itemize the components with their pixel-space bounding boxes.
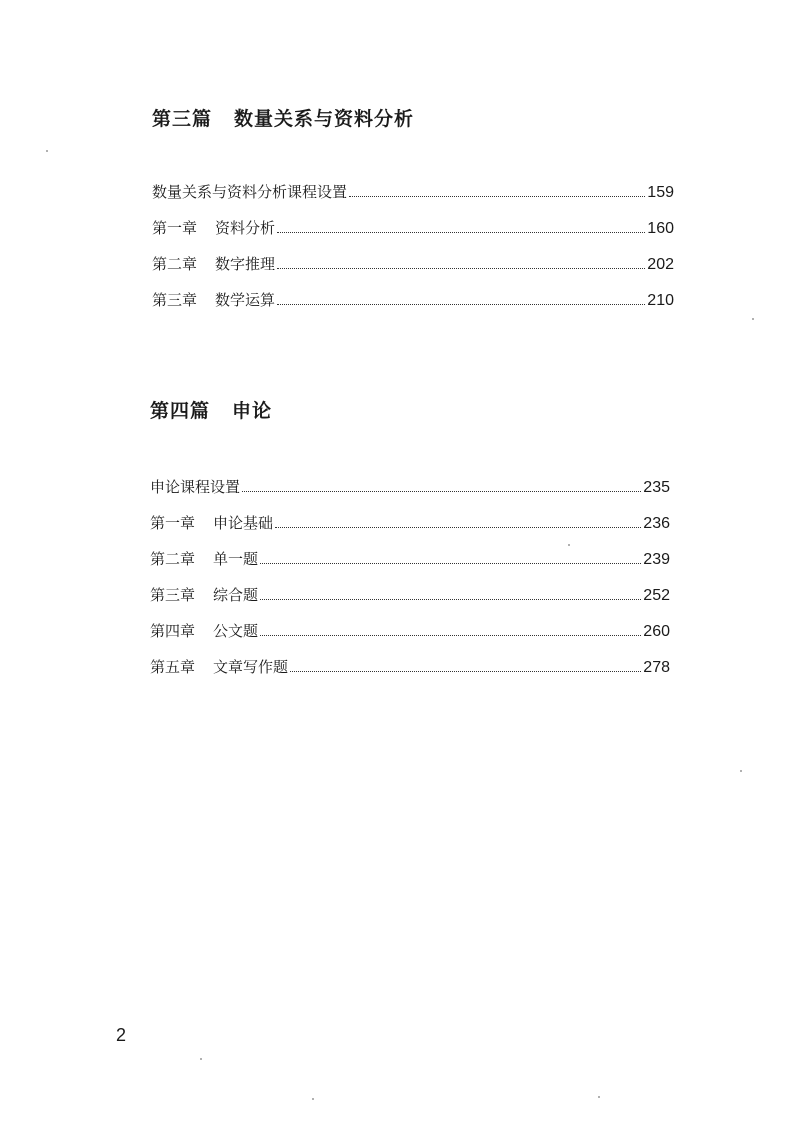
dot-leader <box>349 196 645 197</box>
toc-entry-page: 236 <box>643 515 670 532</box>
toc-entry-page: 239 <box>643 551 670 568</box>
dot-leader <box>260 599 641 600</box>
toc-entry-page: 202 <box>647 256 674 273</box>
toc-entry[interactable] <box>152 274 674 310</box>
toc-entry-title: 综合题 <box>213 586 259 604</box>
toc-entry-title: 申论基础 <box>213 514 274 532</box>
toc-entry-page: 260 <box>643 623 670 640</box>
scan-speck <box>312 1098 314 1100</box>
toc-entry-title: 申论课程设置 <box>150 478 241 496</box>
scan-speck <box>46 150 48 152</box>
section-label: 第四篇 <box>150 400 211 422</box>
scan-speck <box>200 1058 202 1060</box>
dot-leader <box>290 671 641 672</box>
toc-entry-page: 160 <box>647 220 674 237</box>
toc-entry[interactable] <box>150 605 670 641</box>
toc-list <box>150 461 670 677</box>
toc-entry-title: 公文题 <box>213 622 259 640</box>
section-label: 第三篇 <box>152 108 213 130</box>
toc-entry-page: 159 <box>647 184 674 201</box>
toc-entry-title: 数字推理 <box>215 255 276 273</box>
toc-entry-title: 数学运算 <box>215 291 276 309</box>
scan-speck <box>740 770 742 772</box>
toc-entry-title: 单一题 <box>213 550 259 568</box>
scan-speck <box>752 318 754 320</box>
dot-leader <box>260 635 641 636</box>
toc-entry-chapter: 第一章 <box>152 219 198 237</box>
dot-leader <box>277 232 645 233</box>
toc-entry-title: 资料分析 <box>215 219 276 237</box>
dot-leader <box>277 268 645 269</box>
toc-entry-chapter: 第四章 <box>150 622 196 640</box>
toc-list <box>152 166 674 310</box>
toc-entry[interactable] <box>152 202 674 238</box>
toc-entry[interactable] <box>150 533 670 569</box>
toc-entry-title: 文章写作题 <box>213 658 289 676</box>
toc-entry[interactable] <box>150 497 670 533</box>
toc-entry-chapter: 第三章 <box>152 291 198 309</box>
dot-leader <box>277 304 645 305</box>
toc-entry[interactable] <box>152 238 674 274</box>
section-title: 申论 <box>232 400 273 422</box>
toc-entry[interactable] <box>150 461 670 497</box>
toc-entry-page: 235 <box>643 479 670 496</box>
dot-leader <box>242 491 641 492</box>
scan-speck <box>568 544 570 546</box>
toc-entry[interactable] <box>150 641 670 677</box>
toc-entry[interactable] <box>150 569 670 605</box>
toc-entry-chapter: 第三章 <box>150 586 196 604</box>
toc-entry-chapter: 第五章 <box>150 658 196 676</box>
dot-leader <box>260 563 641 564</box>
dot-leader <box>275 527 641 528</box>
scan-speck <box>598 1096 600 1098</box>
section-heading <box>152 104 414 131</box>
section-title: 数量关系与资料分析 <box>234 108 415 130</box>
toc-entry-chapter: 第二章 <box>150 550 196 568</box>
toc-entry-chapter: 第二章 <box>152 255 198 273</box>
page-number: 2 <box>116 1025 127 1045</box>
toc-entry[interactable] <box>152 166 674 202</box>
toc-entry-page: 278 <box>643 659 670 676</box>
section-heading <box>150 396 272 423</box>
toc-entry-page: 252 <box>643 587 670 604</box>
toc-entry-chapter: 第一章 <box>150 514 196 532</box>
toc-entry-title: 数量关系与资料分析课程设置 <box>152 183 348 201</box>
toc-entry-page: 210 <box>647 292 674 309</box>
